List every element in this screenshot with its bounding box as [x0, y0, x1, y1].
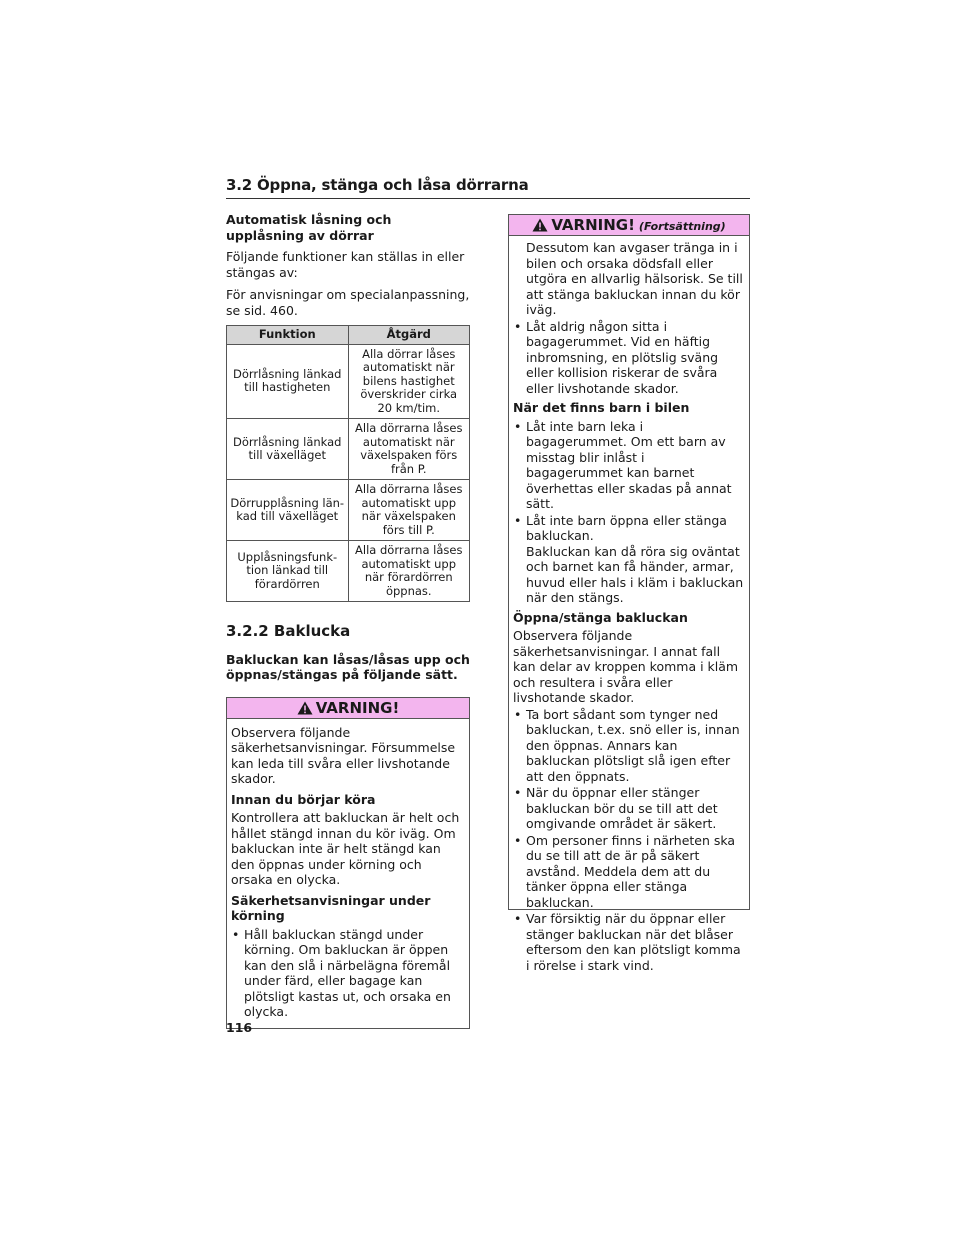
table-cell: Dörrlåsning länkad till hastigheten: [227, 344, 349, 419]
warning-body-continued: [509, 236, 749, 973]
list-item: • Om personer finns i närheten ska du se till att de är på säkert avstånd. Meddela dem att du tänker öppna eller stänga bakluckan.: [513, 833, 745, 911]
warning-title: VARNING!: [551, 216, 635, 234]
warning-title: VARNING!: [315, 698, 400, 717]
children-list: [513, 419, 745, 606]
table-cell: Alla dörrarna låses automatiskt upp när förardörren öppnas.: [348, 541, 470, 602]
list-item: • När du öppnar eller stänger bakluckan bör du se till att det omgivande området är säkert.: [513, 785, 745, 832]
warning-text: Observera följande säkerhetsanvisningar. Försummelse kan leda till svåra eller livshotande skador.: [231, 724, 456, 786]
table-row: [227, 344, 470, 419]
warning-continuation-label: (Fortsättning): [638, 220, 726, 233]
warning-triangle-icon: [297, 700, 313, 720]
table-cell: Dörrlåsning länkad till växelläget: [227, 419, 349, 480]
auto-lock-heading: Automatisk låsning och upplåsning av dörrar: [226, 212, 392, 243]
table-cell: Alla dörrarna låses automatiskt när växelspaken förs från P.: [348, 419, 470, 480]
warning-header-continued: [509, 215, 749, 236]
page-number: 116: [226, 1020, 253, 1035]
table-header-row: [227, 326, 470, 345]
table-row: [227, 480, 470, 541]
children-heading: När det finns barn i bilen: [513, 400, 690, 415]
safety-heading: Säkerhetsanvisningar under körning: [231, 892, 431, 923]
warning-header: [227, 698, 469, 719]
warning-box: [226, 697, 470, 1029]
subsection-title: 3.2.2 Baklucka: [226, 622, 351, 640]
left-column: [226, 212, 470, 1029]
before-drive-text: Kontrollera att bakluckan är helt och hållet stängd innan du kör iväg. Om bakluckan inte är helt stängd kan den öppnas under körning och orsaka en olycka.: [231, 810, 460, 887]
table-row: [227, 419, 470, 480]
list-item: • Låt aldrig någon sitta i bagagerummet. Vid en häftig inbromsning, en plötslig sväng eller kollision riskerar de svåra eller livshotande skador.: [513, 319, 745, 397]
list-item: • Håll bakluckan stängd under körning. Om bakluckan är öppen kan den slå i närbelägna föremål under färd, eller bagage kan plötsligt kastas ut, och orsaka en olycka.: [231, 927, 465, 1020]
baklucka-intro: Bakluckan kan låsas/låsas upp och öppnas/stängas på följande sätt.: [226, 651, 470, 682]
continuation-text: Dessutom kan avgaser tränga in i bilen och orsaka dödsfall eller utgöra en allvarlig hälsorisk. Se till att stänga bakluckan innan du kör iväg.: [526, 240, 743, 317]
list-item-text: Bakluckan kan då röra sig oväntat och barnet kan få händer, armar, huvud eller hals i kläm i bakluckan när den stängs.: [526, 543, 744, 605]
table-header-cell: Funktion: [227, 326, 349, 345]
list-item-text: Låt inte barn öppna eller stänga bakluckan.: [526, 512, 727, 543]
table-cell: Upplåsningsfunk-tion länkad till förardörren: [227, 541, 349, 602]
section-title: 3.2 Öppna, stänga och låsa dörrarna: [226, 176, 529, 194]
intro-text-2: För anvisningar om specialanpassning, se sid. 460.: [226, 287, 470, 318]
warning-box-continued: [508, 214, 750, 973]
open-close-text: Observera följande säkerhetsanvisningar. I annat fall kan delar av kroppen komma i kläm och resultera i svåra eller livshotande skador.: [513, 628, 739, 705]
warning-body: [227, 719, 469, 1028]
before-drive-heading: Innan du börjar köra: [231, 791, 376, 807]
list-item: • Låt inte barn leka i bagagerummet. Om ett barn av misstag blir inlåst i bagagerummet kan barnet överhettas eller skadas på annat sätt.: [513, 419, 745, 512]
section-divider: [226, 198, 750, 199]
list-item: • Ta bort sådant som tynger ned bakluckan, t.ex. snö eller is, innan den öppnas. Annars kan bakluckan plötsligt slå igen efter att den öppnats.: [513, 707, 745, 785]
list-item: • Var försiktig när du öppnar eller stänger bakluckan när det blåser eftersom den kan plötsligt komma i rörelse i stark vind.: [513, 911, 745, 973]
open-close-heading: Öppna/stänga bakluckan: [513, 609, 688, 625]
intro-text-1: Följande funktioner kan ställas in eller stängas av:: [226, 249, 465, 280]
list-item: [513, 513, 745, 606]
table-cell: Dörrupplåsning län-kad till växelläget: [227, 480, 349, 541]
open-close-list: [513, 707, 745, 974]
table-cell: Alla dörrar låses automatiskt när bilens hastighet överskrider cirka 20 km/tim.: [348, 344, 470, 419]
table-cell: Alla dörrarna låses automatiskt upp när växelspaken förs till P.: [348, 480, 470, 541]
safety-list: [231, 927, 465, 1020]
luggage-list: [513, 319, 745, 397]
table-header-cell: Åtgärd: [348, 326, 470, 345]
table-row: [227, 541, 470, 602]
warning-triangle-icon: [532, 217, 548, 237]
function-table: [226, 325, 470, 602]
